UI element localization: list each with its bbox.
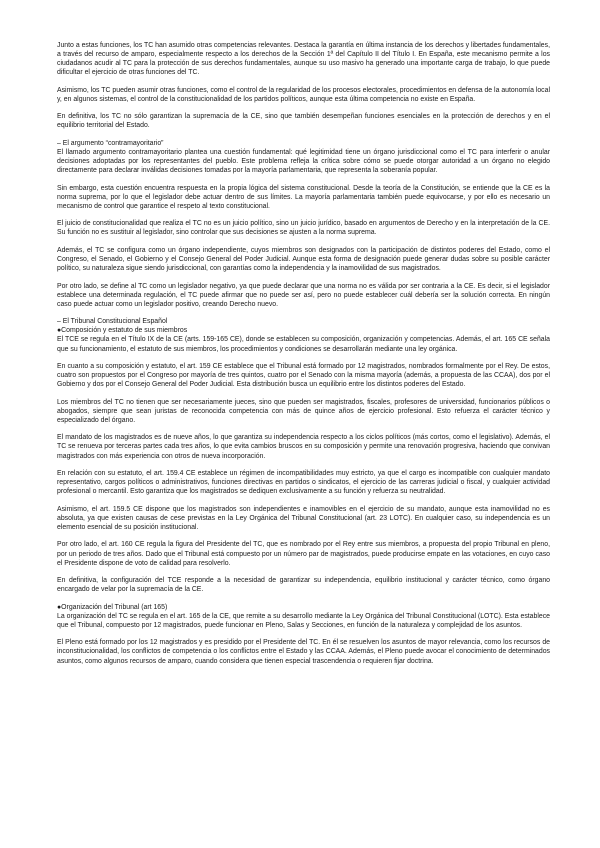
body-paragraph: El mandato de los magistrados es de nueve años, lo que garantiza su independencia respecto a los ciclos políticos (más cortos, como el legislativo). Además, el TC se renueva por terceras partes cada tres años, lo que evita cambios bruscos en su composición y permite una renovación progresiva, haciendo que convivan magistrados con más experiencia con otros de nueva incorporación.: [57, 434, 550, 460]
body-paragraph: El Pleno está formado por los 12 magistrados y es presidido por el Presidente del TC. En él se resuelven los asuntos de mayor relevancia, como los recursos de inconstitucionalidad, los conflictos de competencia o los conflictos entre el Estado y las CCAA. Además, el Pleno puede avocar el conocimiento de determinados asuntos, como algunos recursos de amparo, cuando considera que tienen especial trascendencia o requieren fijar doctrina.: [57, 639, 550, 665]
body-paragraph: Sin embargo, esta cuestión encuentra respuesta en la propia lógica del sistema constitucional. Desde la teoría de la Constitución, se entiende que la CE es la norma suprema, por lo que el legislador debe actuar dentro de sus límites. La mayoría parlamentaria también puede equivocarse, y por ello es necesario un mecanismo de control que garantice el respeto al texto constitucional.: [57, 184, 550, 210]
body-paragraph: Los miembros del TC no tienen que ser necesariamente jueces, sino que pueden ser magistrados, fiscales, profesores de universidad, funcionarios públicos o abogados, siempre que sean juristas de reconocida competencia con más de quince años de ejercicio profesional. Esto refuerza el carácter técnico y especializado del órgano.: [57, 398, 550, 424]
body-paragraph: El llamado argumento contramayoritario plantea una cuestión fundamental: qué legitimidad tiene un órgano jurisdiccional como el TC para interferir o anular decisiones adoptadas por los representantes del pueblo. Este problema refleja la crítica sobre cómo se puede otorgar autoridad a un órgano no elegido directamente para declarar inválidas decisiones tomadas por la mayoría parlamentaria, que representa la soberanía popular.: [57, 149, 550, 175]
body-paragraph: Asimismo, el art. 159.5 CE dispone que los magistrados son independientes e inamovibles en el ejercicio de su mandato, aunque esta inamovilidad no es absoluta, ya que existen causas de cese previstas en la Ley Orgánica del Tribunal Constitucional (art. 23 LOTC). En cualquier caso, su independencia es un elemento esencial de su posición institucional.: [57, 505, 550, 531]
body-paragraph: En cuanto a su composición y estatuto, el art. 159 CE establece que el Tribunal está formado por 12 magistrados, nombrados formalmente por el Rey. De estos, cuatro son propuestos por el Congreso por mayoría de tres quintos, cuatro por el Senado con la misma mayoría (además, a propuesta de las CCAA), dos por el Gobierno y dos por el Consejo General del Poder Judicial. Esta distribución busca un equilibrio entre los distintos poderes del Estado.: [57, 363, 550, 389]
body-paragraph: El juicio de constitucionalidad que realiza el TC no es un juicio político, sino un juicio jurídico, basado en argumentos de Derecho y en la interpretación de la CE. Su función no es sustituir al legislador, sino controlar que sus decisiones se ajusten a la norma suprema.: [57, 220, 550, 237]
subsection-heading: ●Organización del Tribunal (art 165): [57, 603, 168, 611]
section-heading: – El Tribunal Constitucional Español: [57, 318, 168, 326]
body-paragraph: Por otro lado, el art. 160 CE regula la figura del Presidente del TC, que es nombrado por el Rey entre sus miembros, a propuesta del propio Tribunal en pleno, por un periodo de tres años. Dado que el Tribunal está compuesto por un número par de magistrados, puede producirse empate en las votaciones, en cuyo caso el Presidente dispone de voto de calidad para resolverlo.: [57, 541, 550, 567]
document-page: [57, 41, 550, 674]
body-paragraph: La organización del TC se regula en el art. 165 de la CE, que remite a su desarrollo mediante la Ley Orgánica del Tribunal Constitucional (LOTC). Esta establece que el Tribunal, compuesto por 12 magistrados, puede funcionar en Pleno, Salas y Secciones, en función de la naturaleza y complejidad de los asuntos.: [57, 612, 550, 629]
body-paragraph: En relación con su estatuto, el art. 159.4 CE establece un régimen de incompatibilidades muy estricto, ya que el cargo es incompatible con cualquier mandato representativo, cargos políticos o administrativos, funciones directivas en partidos o sindicatos, el ejercicio de las carreras judicial o fiscal, y cualquier actividad profesional o mercantil. Esto garantiza que los magistrados se dediquen exclusivamente a su función y refuerza su neutralidad.: [57, 470, 550, 496]
body-paragraph: Asimismo, los TC pueden asumir otras funciones, como el control de la regularidad de los procesos electorales, procedimientos en defensa de la autonomía local y, en algunos sistemas, el control de la constitucionalidad de los partidos políticos, aunque esta última competencia no existe en España.: [57, 86, 550, 103]
body-paragraph: En definitiva, la configuración del TCE responde a la necesidad de garantizar su independencia, equilibrio institucional y carácter técnico, como órgano encargado de velar por la supremacía de la CE.: [57, 577, 550, 594]
body-paragraph: Junto a estas funciones, los TC han asumido otras competencias relevantes. Destaca la garantía en última instancia de los derechos y libertades fundamentales, a través del recurso de amparo, especialmente respecto a los derechos de la Sección 1ª del Capítulo II del Título I. En España, este mecanismo permite a los ciudadanos acudir al TC para la protección de sus derechos fundamentales, aunque su uso masivo ha generado una importante carga de trabajo, lo que puede dificultar el ejercicio de otras funciones del TC.: [57, 42, 550, 77]
body-paragraph: Además, el TC se configura como un órgano independiente, cuyos miembros son designados con la participación de distintos poderes del Estado, como el Congreso, el Senado, el Gobierno y el Consejo General del Poder Judicial. Aunque esta forma de designación puede generar dudas sobre su posible carácter político, su naturaleza sigue siendo jurisdiccional, con garantías como la independencia y la inamovilidad de sus magistrados.: [57, 246, 550, 273]
body-paragraph: En definitiva, los TC no sólo garantizan la supremacía de la CE, sino que también desempeñan funciones esenciales en la protección de derechos y en el equilibrio territorial del Estado.: [57, 113, 550, 130]
body-paragraph: Por otro lado, se define al TC como un legislador negativo, ya que puede declarar que una norma no es válida por ser contraria a la CE. Es decir, si el legislador establece una determinada regulación, el TC puede afirmar que no puede ser así, pero no puede establecer cuál debería ser la solución correcta. En ningún caso puede actuar como un legislador positivo, creando Derecho nuevo.: [57, 282, 550, 308]
body-paragraph: El TCE se regula en el Título IX de la CE (arts. 159-165 CE), donde se establecen su composición, organización y competencias. Además, el art. 165 CE señala que su funcionamiento, el estatuto de sus miembros, los procedimientos y condiciones se desarrollarán mediante una ley orgánica.: [57, 336, 550, 353]
subsection-heading: ●Composición y estatuto de sus miembros: [57, 327, 188, 335]
section-heading: – El argumento “contramayoritario”: [57, 139, 164, 147]
